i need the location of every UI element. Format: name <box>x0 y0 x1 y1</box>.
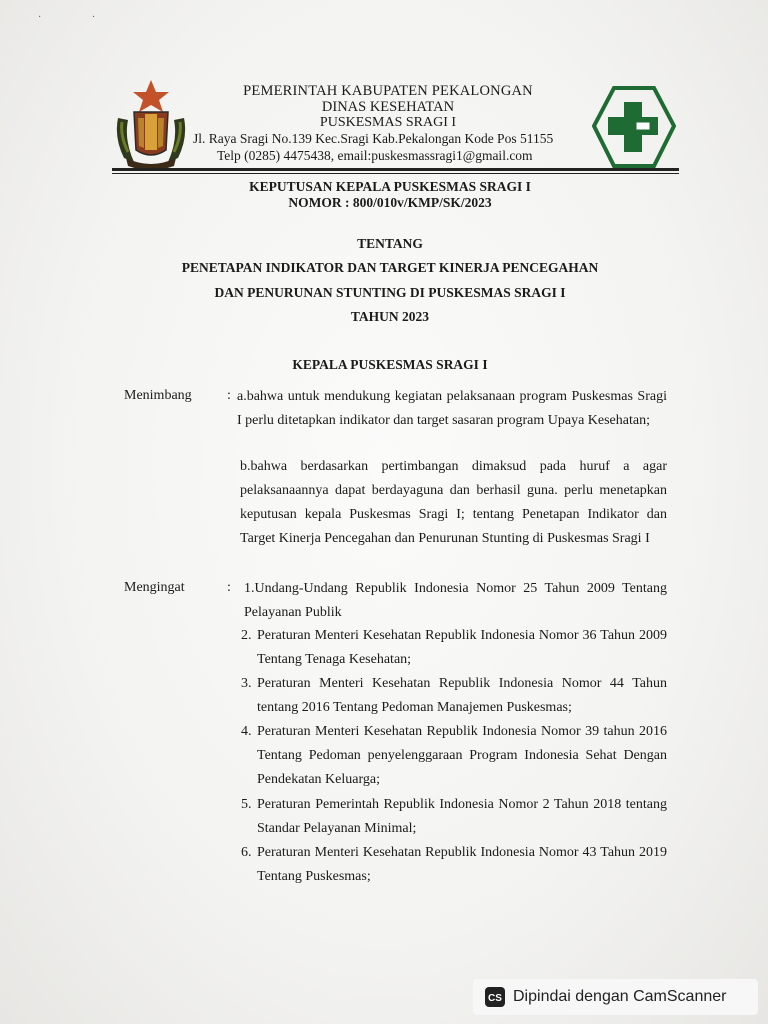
svg-text:CS: CS <box>488 993 502 1004</box>
puskesmas-logo-icon <box>592 86 676 170</box>
mengingat-colon: : <box>227 580 231 595</box>
mengingat-item-number: 6. <box>241 845 252 860</box>
subject-line-2: DAN PENURUNAN STUNTING DI PUSKESMAS SRAGI I <box>214 285 566 300</box>
mengingat-item <box>241 624 667 672</box>
mengingat-label: Mengingat <box>124 580 185 595</box>
letterhead-government: PEMERINTAH KABUPATEN PEKALONGAN <box>243 83 533 99</box>
decree-year: TAHUN 2023 <box>350 309 430 324</box>
mengingat-item-number: 4. <box>241 724 252 739</box>
menimbang-point-a <box>237 385 667 433</box>
camscanner-icon <box>485 987 505 1007</box>
scan-specks: · · <box>38 12 120 23</box>
watermark-text: Dipindai dengan CamScanner <box>513 988 727 1005</box>
menimbang-point-b <box>240 455 667 551</box>
letterhead-rule-thick <box>112 168 679 171</box>
camscanner-watermark <box>473 979 758 1015</box>
mengingat-item-text: Peraturan Pemerintah Republik Indonesia Nomor 2 Tahun 2018 tentang Standar Pelayanan Minimal; <box>257 797 667 836</box>
mengingat-item <box>241 793 667 841</box>
decree-title: KEPUTUSAN KEPALA PUSKESMAS SRAGI I <box>249 179 531 194</box>
menimbang-point-a-text: a.bahwa untuk mendukung kegiatan pelaksanaan program Puskesmas Sragi I perlu ditetapkan indikator dan target sasaran program Upaya Kesehatan; <box>237 389 667 428</box>
letterhead-address: Jl. Raya Sragi No.139 Kec.Sragi Kab.Pekalongan Kode Pos 51155 <box>193 131 554 146</box>
about-label: TENTANG <box>357 236 423 251</box>
letterhead-contact: Telp (0285) 4475438, email:puskesmassragi1@gmail.com <box>217 148 533 163</box>
mengingat-item-text: Peraturan Menteri Kesehatan Republik Indonesia Nomor 39 tahun 2016 Tentang Pedoman penyelenggaraan Program Indonesia Sehat Dengan Pendekatan Keluarga; <box>257 724 667 787</box>
mengingat-item-number: 3. <box>241 676 252 691</box>
letterhead-department: DINAS KESEHATAN <box>321 99 455 115</box>
mengingat-item-number: 2. <box>241 628 252 643</box>
mengingat-item-1-text: 1.Undang-Undang Republik Indonesia Nomor 25 Tahun 2009 Tentang Pelayanan Publik <box>244 581 667 620</box>
mengingat-item-text: Peraturan Menteri Kesehatan Republik Indonesia Nomor 44 Tahun tentang 2016 Tentang Pedoman Manajemen Puskesmas; <box>257 676 667 715</box>
mengingat-item-1 <box>244 577 667 625</box>
mengingat-item-text: Peraturan Menteri Kesehatan Republik Indonesia Nomor 43 Tahun 2019 Tentang Puskesmas; <box>257 845 667 884</box>
letterhead-rule-thin <box>112 173 679 174</box>
menimbang-colon: : <box>227 388 231 403</box>
subject-line-1: PENETAPAN INDIKATOR DAN TARGET KINERJA PENCEGAHAN <box>181 260 599 275</box>
mengingat-item <box>241 672 667 720</box>
mengingat-item <box>241 841 667 889</box>
menimbang-point-b-text: b.bahwa berdasarkan pertimbangan dimaksud pada huruf a agar pelaksanaannya dapat berdayaguna dan berhasil guna. perlu menetapkan keputusan kepala Puskesmas Sragi I; tentang Penetapan Indikator dan Target Kinerja Pencegahan dan Penurunan Stunting di Puskesmas Sragi I <box>240 459 667 546</box>
decree-number: NOMOR : 800/010v/KMP/SK/2023 <box>288 195 492 210</box>
menimbang-label: Menimbang <box>124 388 192 403</box>
mengingat-item-number: 5. <box>241 797 252 812</box>
letterhead-institution: PUSKESMAS SRAGI I <box>319 115 457 130</box>
decree-issuer: KEPALA PUSKESMAS SRAGI I <box>292 357 488 372</box>
mengingat-item-text: Peraturan Menteri Kesehatan Republik Indonesia Nomor 36 Tahun 2009 Tentang Tenaga Kesehatan; <box>257 628 667 667</box>
mengingat-item <box>241 720 667 792</box>
